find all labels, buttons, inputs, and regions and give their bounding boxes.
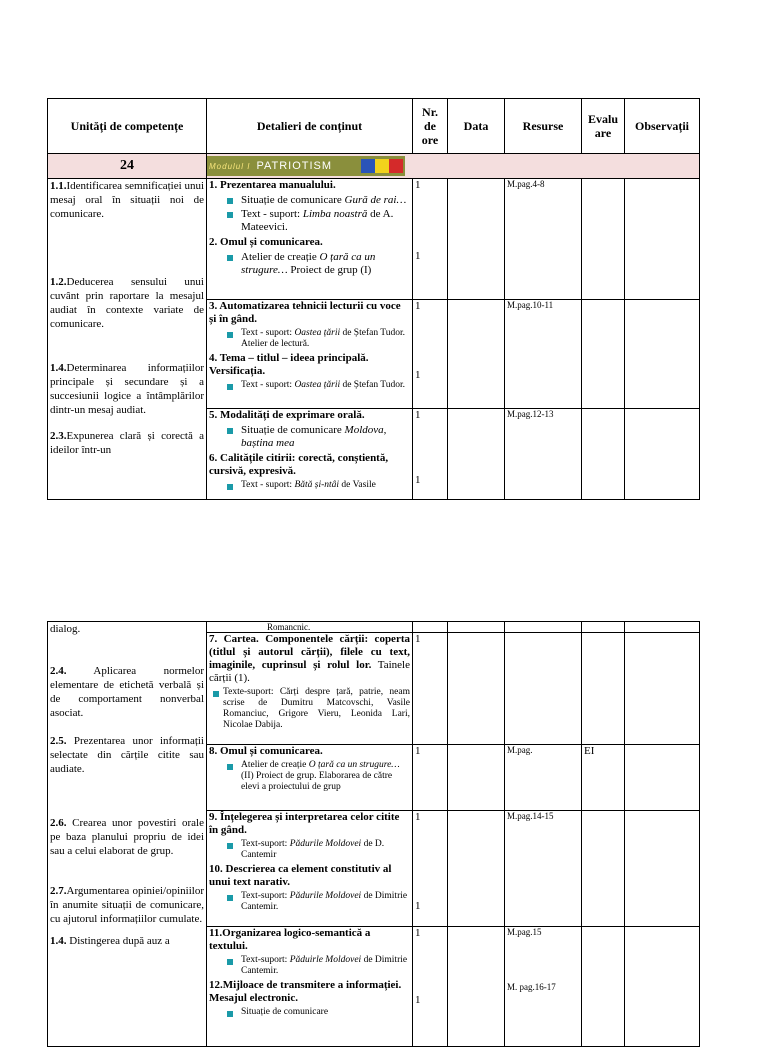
ore-cell: 1 [413, 745, 448, 811]
data-cell [448, 300, 505, 409]
header-nr-ore: Nr. de ore [413, 99, 448, 154]
detalieri-cell: 7. Cartea. Componentele cărții: coperta (titlul și autorul cărții), filele cu text, imaginile, cuprinsul și rolul lor. Tainele cărții (1). Texte-suport: Cărți despre țară, patrie, neam scrise de Dumitru Matcovschi, Vasile Romanciuc, Grigore Vieru, Leonida Lari, Nicolae Dabija. [207, 633, 413, 745]
list-item: Text-suport: Pădurile Moldovei de D. Cantemir [209, 839, 410, 861]
table-row [48, 622, 700, 633]
bullet-icon [227, 895, 233, 901]
header-evaluare: Evalu are [582, 99, 625, 154]
evaluare-cell: EI [582, 745, 625, 811]
list-item: Text - suport: Oastea țării de Ștefan Tudor. [209, 380, 410, 391]
resurse-cell: M.pag.14-15 [505, 811, 582, 927]
ore-cell: 1 [413, 633, 448, 745]
observatii-cell [625, 409, 700, 500]
resurse-cell: M.pag.10-11 [505, 300, 582, 409]
bullet-icon [227, 764, 233, 770]
competente-cell: 1.1.Identificarea semnificației unui mesaj oral în situații noi de comunicare. 1.2.Deducerea sensului unui cuvânt prin raportare la mesajul audiat în contexte variate de comunicare. 1.4.Determinarea informațiilor principale și secundare și a succesiunii logice a întâmplărilor dintr-un mesaj audiat. 2.3.Expunerea clară și corectă a ideilor într-un [48, 179, 207, 500]
table-row [48, 179, 700, 300]
list-item: Text-suport: Pădurile Moldovei de Dimitrie Cantemir. [209, 891, 410, 913]
list-item: Text - suport: Bătă și-ntâi de Vasile [209, 480, 410, 491]
resurse-cell: M.pag.4-8 [505, 179, 582, 300]
evaluare-cell [582, 633, 625, 745]
observatii-cell [625, 179, 700, 300]
module-banner [207, 155, 700, 177]
ore-cell: 1 1 [413, 811, 448, 927]
list-item: Situație de comunicare Gură de rai… [209, 194, 410, 207]
header-row [48, 99, 700, 154]
detalieri-cell: 1. Prezentarea manualului. Situație de comunicare Gură de rai… Text - suport: Limba noastră de A. Mateevici. 2. Omul și comunicarea. Atelier de creație O țară ca un strugure… Proiect de grup (I) [207, 179, 413, 300]
ore-cell: 1 1 [413, 409, 448, 500]
observatii-cell [625, 927, 700, 1047]
observatii-cell [625, 745, 700, 811]
bullet-icon [227, 332, 233, 338]
data-cell [448, 409, 505, 500]
bullet-icon [227, 843, 233, 849]
data-cell [448, 745, 505, 811]
data-cell [448, 633, 505, 745]
bullet-icon [227, 255, 233, 261]
detalieri-cell: Romancnic. [207, 622, 413, 633]
curriculum-table-bottom [47, 621, 700, 1047]
curriculum-table-top [47, 98, 700, 500]
header-detalieri: Detalieri de conținut [207, 99, 413, 154]
detalieri-cell: 9. Înțelegerea și interpretarea celor citite în gând. Text-suport: Pădurile Moldovei de D. Cantemir 10. Descrierea ca element constitutiv al unui text narativ. Text-suport: Pădurile Moldovei de Dimitrie Cantemir. [207, 811, 413, 927]
data-cell [448, 811, 505, 927]
detalieri-cell: 3. Automatizarea tehnicii lecturii cu voce și în gând. Text - suport: Oastea țării de Ștefan Tudor. Atelier de lectură. 4. Tema – titlul – ideea principală. Versificația. Text - suport: Oastea țării de Ștefan Tudor. [207, 300, 413, 409]
evaluare-cell [582, 811, 625, 927]
bullet-icon [227, 198, 233, 204]
list-item: Situație de comunicare Moldova, baștina mea [209, 424, 410, 450]
list-item: Text-suport: Păduirle Moldovei de Dimitrie Cantemir. [209, 955, 410, 977]
evaluare-cell [582, 409, 625, 500]
ore-cell: 1 1 [413, 927, 448, 1047]
flag-icon [361, 159, 403, 173]
list-item: Texte-suport: Cărți despre țară, patrie, neam scrise de Dumitru Matcovschi, Vasile Romanciuc, Grigore Vieru, Leonida Lari, Nicolae Dabija. [209, 687, 410, 731]
header-data: Data [448, 99, 505, 154]
header-resurse: Resurse [505, 99, 582, 154]
ore-cell: 1 1 [413, 300, 448, 409]
detalieri-cell: 5. Modalități de exprimare orală. Situație de comunicare Moldova, baștina mea 6. Calitățile citirii: corectă, conștientă, cursivă, expresivă. Text - suport: Bătă și-ntâi de Vasile [207, 409, 413, 500]
bullet-icon [227, 484, 233, 490]
list-item: Text - suport: Oastea țării de Ștefan Tudor. Atelier de lectură. [209, 328, 410, 350]
evaluare-cell [582, 300, 625, 409]
bullet-icon [227, 959, 233, 965]
resurse-cell: M.pag.12-13 [505, 409, 582, 500]
list-item: Situație de comunicare [209, 1007, 410, 1018]
observatii-cell [625, 633, 700, 745]
evaluare-cell [582, 927, 625, 1047]
module-band [48, 154, 700, 179]
bullet-icon [227, 1011, 233, 1017]
list-item: Atelier de creație O țară ca un strugure… (II) Proiect de grup. Elaborarea de către elevi a proiectului de grup [209, 760, 410, 793]
module-label-small: Modulul I [209, 161, 251, 171]
resurse-cell: M.pag.15 M. pag.16-17 [505, 927, 582, 1047]
bullet-icon [227, 212, 233, 218]
module-number: 24 [48, 154, 207, 179]
module-banner-cell [207, 154, 700, 179]
observatii-cell [625, 811, 700, 927]
observatii-cell [625, 300, 700, 409]
header-competente: Unități de competențe [48, 99, 207, 154]
bullet-icon [227, 384, 233, 390]
header-observatii: Observații [625, 99, 700, 154]
ore-cell: 1 1 [413, 179, 448, 300]
module-title: PATRIOTISM [256, 160, 333, 172]
bullet-icon [213, 691, 219, 697]
competente-cell: dialog. 2.4. Aplicarea normelor elementare de etichetă verbală și de comportament nonverbal asociat. 2.5. Prezentarea unor informații selectate din cărțile citite sau audiate. 2.6. Crearea unor povestiri orale pe baza planului propriu de idei sau a celui elaborat de grup. 2.7.Argumentarea opiniei/opiniilor în anumite situații de comunicare, cu ajutorul informațiilor cumulate. 1.4. Distingerea după auz a [48, 622, 207, 1047]
data-cell [448, 927, 505, 1047]
resurse-cell [505, 633, 582, 745]
detalieri-cell: 11.Organizarea logico-semantică a textului. Text-suport: Păduirle Moldovei de Dimitrie Cantemir. 12.Mijloace de transmitere a informației. Mesajul electronic. Situație de comunicare [207, 927, 413, 1047]
data-cell [448, 179, 505, 300]
resurse-cell: M.pag. [505, 745, 582, 811]
evaluare-cell [582, 179, 625, 300]
detalieri-cell: 8. Omul și comunicarea. Atelier de creație O țară ca un strugure… (II) Proiect de grup. Elaborarea de către elevi a proiectului de grup [207, 745, 413, 811]
list-item: Text - suport: Limba noastră de A. Mateevici. [209, 208, 410, 234]
bullet-icon [227, 428, 233, 434]
list-item: Atelier de creație O țară ca un strugure… Proiect de grup (I) [209, 251, 410, 277]
